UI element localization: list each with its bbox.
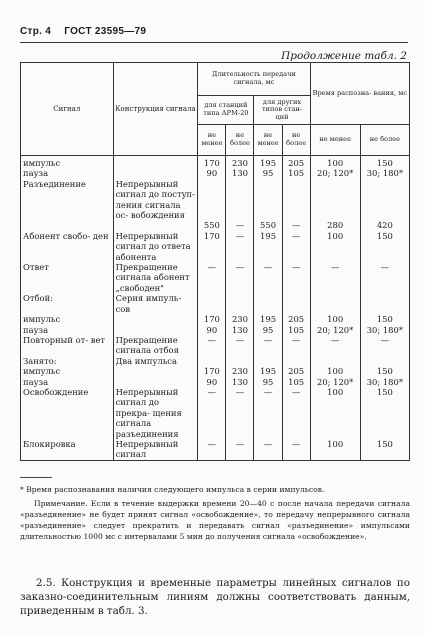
cell-other-min: 195 <box>254 156 282 169</box>
cell-other-min: — <box>254 335 282 356</box>
cell-arm20-min: — <box>198 335 226 356</box>
cell-other-min: — <box>254 387 282 439</box>
cell-construction: Прекращение сигнала отбоя <box>113 335 198 356</box>
cell-other-max: 205 <box>282 156 310 169</box>
cell-other-max <box>282 293 310 314</box>
col-header-other-min: не менее <box>254 125 282 156</box>
table-row <box>21 156 410 169</box>
cell-other-max: 205 <box>282 314 310 324</box>
cell-other-min: 195 <box>254 366 282 376</box>
cell-signal: Отбой: <box>21 293 114 314</box>
cell-other-max: — <box>282 387 310 439</box>
cell-arm20-max: 130 <box>226 168 254 178</box>
table-row <box>21 314 410 324</box>
col-header-arm20-max: не более <box>226 125 254 156</box>
cell-other-max: — <box>282 262 310 293</box>
cell-recog-min: 100 <box>310 314 360 324</box>
table-body <box>21 156 410 461</box>
cell-other-max: — <box>282 220 310 230</box>
cell-arm20-min: 90 <box>198 377 226 387</box>
cell-construction: Непрерывный сигнал до ответа абонента <box>113 231 198 262</box>
cell-other-min <box>254 179 282 221</box>
cell-other-min: 195 <box>254 314 282 324</box>
cell-arm20-min: — <box>198 439 226 460</box>
cell-recog-max <box>360 293 409 314</box>
cell-construction <box>113 325 198 335</box>
cell-signal: Ответ <box>21 262 114 293</box>
col-header-recognition: Время распозна- вания, мс <box>310 63 409 125</box>
cell-recog-min: 20; 120* <box>310 325 360 335</box>
cell-recog-min: 100 <box>310 156 360 169</box>
col-header-signal: Сигнал <box>21 63 114 156</box>
page-header <box>20 26 154 37</box>
cell-arm20-min: 550 <box>198 220 226 230</box>
cell-other-min: 95 <box>254 377 282 387</box>
table-row <box>21 231 410 262</box>
cell-other-max: — <box>282 231 310 262</box>
standard-number: ГОСТ 23595—79 <box>64 26 147 37</box>
cell-construction: Непрерывный сигнал <box>113 439 198 460</box>
cell-signal <box>21 220 114 230</box>
col-header-arm20-min: не менее <box>198 125 226 156</box>
cell-arm20-max: — <box>226 387 254 439</box>
cell-other-min <box>254 293 282 314</box>
header-rule <box>20 42 408 43</box>
signal-table <box>20 62 410 461</box>
cell-other-max: 205 <box>282 366 310 376</box>
col-header-duration: Длительность передачи сигнала, мс <box>198 63 310 96</box>
table-row <box>21 366 410 376</box>
cell-recog-max <box>360 356 409 366</box>
table-row <box>21 335 410 356</box>
cell-recog-max: 30; 180* <box>360 377 409 387</box>
cell-arm20-min <box>198 293 226 314</box>
cell-other-min: — <box>254 439 282 460</box>
cell-construction: Два импульса <box>113 356 198 366</box>
table-row <box>21 179 410 221</box>
footnotes <box>20 477 410 542</box>
cell-recog-max: — <box>360 335 409 356</box>
cell-construction <box>113 314 198 324</box>
page-number: Стр. 4 <box>20 26 52 37</box>
cell-recog-max: — <box>360 262 409 293</box>
cell-other-min: 550 <box>254 220 282 230</box>
col-header-construction: Конструкция сигнала <box>113 63 198 156</box>
col-header-recog-min: не менее <box>310 125 360 156</box>
cell-construction: Серия импуль- сов <box>113 293 198 314</box>
cell-arm20-min: 170 <box>198 231 226 262</box>
cell-arm20-min <box>198 179 226 221</box>
cell-other-min: 95 <box>254 325 282 335</box>
col-header-other-types: для других типов стан- ций <box>254 96 310 125</box>
cell-recog-min: — <box>310 335 360 356</box>
table-row <box>21 168 410 178</box>
cell-other-min <box>254 356 282 366</box>
cell-arm20-max: — <box>226 335 254 356</box>
cell-recog-max <box>360 179 409 221</box>
col-header-other-max: не более <box>282 125 310 156</box>
cell-recog-max: 150 <box>360 366 409 376</box>
cell-other-min: 195 <box>254 231 282 262</box>
cell-construction <box>113 168 198 178</box>
cell-arm20-max: — <box>226 439 254 460</box>
cell-other-min: — <box>254 262 282 293</box>
cell-arm20-min: 170 <box>198 156 226 169</box>
table-row <box>21 220 410 230</box>
table-row <box>21 377 410 387</box>
cell-construction: Прекращение сигнала абонент „свободен" <box>113 262 198 293</box>
cell-construction <box>113 366 198 376</box>
col-header-recog-max: не более <box>360 125 409 156</box>
cell-other-max <box>282 356 310 366</box>
cell-arm20-min: 90 <box>198 168 226 178</box>
cell-other-min: 95 <box>254 168 282 178</box>
table-continuation-caption: Продолжение табл. 2 <box>281 50 407 62</box>
cell-signal: Абонент свобо- ден <box>21 231 114 262</box>
cell-other-max: — <box>282 335 310 356</box>
cell-recog-min: 280 <box>310 220 360 230</box>
cell-other-max: 105 <box>282 377 310 387</box>
cell-recog-max: 150 <box>360 439 409 460</box>
cell-recog-min: 20; 120* <box>310 168 360 178</box>
cell-arm20-max <box>226 179 254 221</box>
cell-recog-max: 150 <box>360 231 409 262</box>
cell-arm20-max: 230 <box>226 156 254 169</box>
cell-recog-min <box>310 356 360 366</box>
col-header-arm20: для станций типа АРМ-20 <box>198 96 254 125</box>
cell-arm20-max <box>226 356 254 366</box>
cell-arm20-max <box>226 293 254 314</box>
cell-recog-max: 30; 180* <box>360 168 409 178</box>
footnote-text: * Время распознавания наличия следующего импульса в серии импульсов. <box>20 485 325 494</box>
cell-arm20-min: 170 <box>198 366 226 376</box>
cell-recog-max: 150 <box>360 156 409 169</box>
cell-recog-min: 100 <box>310 387 360 439</box>
footnote-rule <box>20 477 52 478</box>
table-row <box>21 387 410 439</box>
cell-recog-min: — <box>310 262 360 293</box>
cell-signal: импульс <box>21 156 114 169</box>
cell-signal: импульс <box>21 366 114 376</box>
cell-arm20-max: 230 <box>226 314 254 324</box>
cell-construction <box>113 377 198 387</box>
cell-arm20-max: — <box>226 220 254 230</box>
cell-other-max: 105 <box>282 168 310 178</box>
cell-arm20-max: 130 <box>226 377 254 387</box>
cell-other-max <box>282 179 310 221</box>
cell-other-max: — <box>282 439 310 460</box>
cell-recog-min <box>310 179 360 221</box>
cell-recog-max: 150 <box>360 314 409 324</box>
table-row <box>21 325 410 335</box>
cell-construction: Непрерывный сигнал до поступ- ления сигнала ос- вобождения <box>113 179 198 221</box>
cell-other-max: 105 <box>282 325 310 335</box>
cell-recog-max: 420 <box>360 220 409 230</box>
table-row <box>21 439 410 460</box>
cell-signal: Освобождение <box>21 387 114 439</box>
table-row <box>21 262 410 293</box>
cell-arm20-min <box>198 356 226 366</box>
cell-signal: Занято: <box>21 356 114 366</box>
cell-recog-min: 100 <box>310 231 360 262</box>
cell-recog-min: 100 <box>310 366 360 376</box>
cell-arm20-max: — <box>226 231 254 262</box>
cell-recog-min: 100 <box>310 439 360 460</box>
cell-signal: Блокировка <box>21 439 114 460</box>
table-row <box>21 293 410 314</box>
cell-construction <box>113 156 198 169</box>
cell-arm20-max: 230 <box>226 366 254 376</box>
cell-arm20-max: 130 <box>226 325 254 335</box>
cell-arm20-min: 170 <box>198 314 226 324</box>
cell-recog-max: 150 <box>360 387 409 439</box>
cell-signal: импульс <box>21 314 114 324</box>
table-row <box>21 356 410 366</box>
cell-signal: пауза <box>21 377 114 387</box>
cell-recog-min <box>310 293 360 314</box>
cell-arm20-min: 90 <box>198 325 226 335</box>
cell-arm20-max: — <box>226 262 254 293</box>
cell-signal: Повторный от- вет <box>21 335 114 356</box>
note-text: Примечание. Если в течение выдержки времени 20—40 с после начала передачи сигнала «разъединение» не будет принят сигнал «освобождение», то передачу непрерывного сигнала «разъединение» следует прекратить и передавать сигнал «разъединение» импульсами длительностью 1000 мс с интервалами 5 мин до получения сигнала «освобождение». <box>20 499 410 541</box>
body-paragraph: 2.5. Конструкция и временные параметры линейных сигналов по заказно-соединительным линиям должны соответствовать данным, приведенным в табл. 3. <box>20 577 410 617</box>
cell-signal: пауза <box>21 325 114 335</box>
cell-construction: Непрерывный сигнал до прекра- щения сигнала разъединения <box>113 387 198 439</box>
cell-signal: пауза <box>21 168 114 178</box>
cell-recog-max: 30; 180* <box>360 325 409 335</box>
cell-arm20-min: — <box>198 262 226 293</box>
cell-arm20-min: — <box>198 387 226 439</box>
cell-signal: Разъединение <box>21 179 114 221</box>
cell-recog-min: 20; 120* <box>310 377 360 387</box>
cell-construction <box>113 220 198 230</box>
